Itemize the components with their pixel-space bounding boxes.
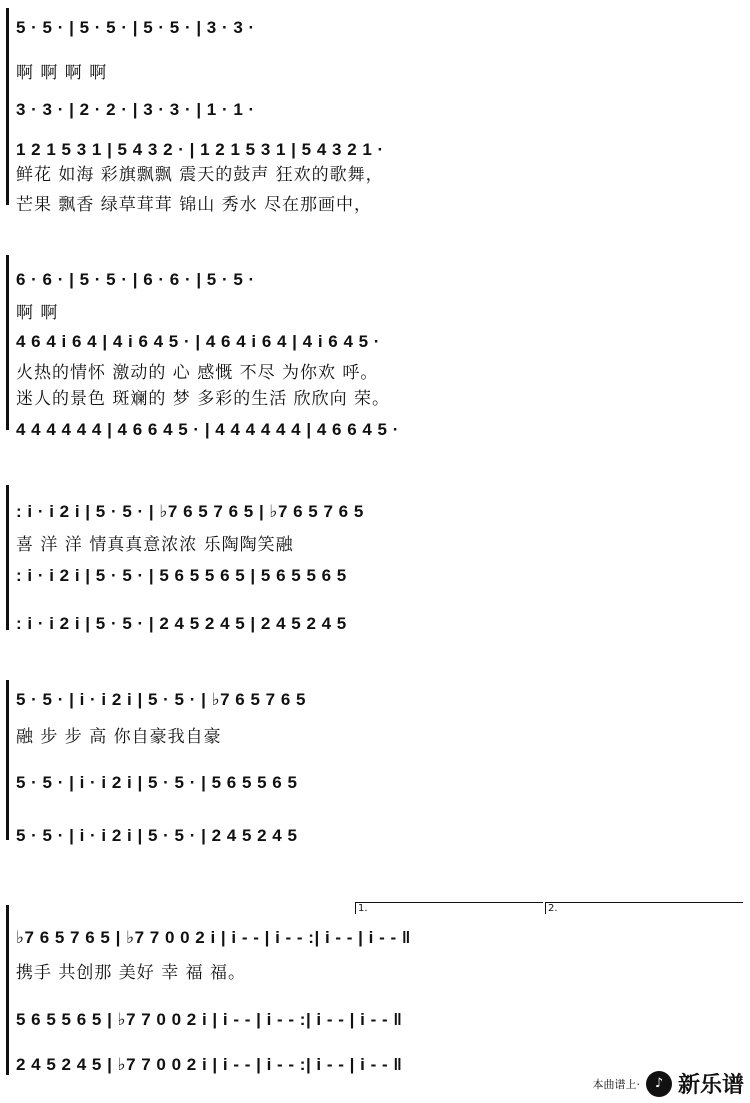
lyric-line: 融 步 步 高 你自豪我自豪 (16, 727, 222, 747)
notation-line: 4 4 4 4 4 4 | 4 6 6 4 5 · | 4 4 4 4 4 4 | 4 6 6 4 5 · (16, 420, 399, 439)
lyric-line: 喜 洋 洋 情真真意浓浓 乐陶陶笑融 (16, 535, 294, 555)
system-bracket (6, 8, 9, 205)
system-bracket (6, 905, 9, 1075)
notation-line: : i · i 2 i | 5 · 5 · | 2 4 5 2 4 5 | 2 4 5 2 4 5 (16, 614, 347, 633)
lyric-line: 啊 啊 啊 啊 (16, 63, 108, 83)
notation-line: ♭7 6 5 7 6 5 | ♭7 7 0 0 2 i | i - - | i - - :| i - - | i - - ‖ (16, 928, 411, 947)
notation-line: 5 · 5 · | i · i 2 i | 5 · 5 · | ♭7 6 5 7 6 5 (16, 690, 306, 709)
notation-line: 6 · 6 · | 5 · 5 · | 6 · 6 · | 5 · 5 · (16, 270, 255, 289)
lyric-line: 迷人的景色 斑斓的 梦 多彩的生活 欣欣向 荣。 (16, 389, 391, 409)
lyric-line: 鲜花 如海 彩旗飘飘 震天的鼓声 狂欢的歌舞， (16, 165, 384, 185)
notation-line: 5 6 5 5 6 5 | ♭7 7 0 0 2 i | i - - | i - - :| i - - | i - - ‖ (16, 1010, 403, 1029)
notation-line: 5 · 5 · | i · i 2 i | 5 · 5 · | 5 6 5 5 6 5 (16, 773, 298, 792)
volta-second: 2. (545, 902, 743, 914)
lyric-line: 啊 啊 (16, 303, 59, 323)
notation-line: 1 2 1 5 3 1 | 5 4 3 2 · | 1 2 1 5 3 1 | 5 4 3 2 1 · (16, 140, 384, 159)
notation-line: : i · i 2 i | 5 · 5 · | ♭7 6 5 7 6 5 | ♭7 6 5 7 6 5 (16, 502, 364, 521)
lyric-line: 携手 共创那 美好 幸 福 福。 (16, 963, 247, 983)
music-disc-icon: ♪ (646, 1071, 672, 1097)
notation-line: 2 4 5 2 4 5 | ♭7 7 0 0 2 i | i - - | i - - :| i - - | i - - ‖ (16, 1055, 403, 1074)
lyric-line: 火热的情怀 激动的 心 感慨 不尽 为你欢 呼。 (16, 363, 379, 383)
system-bracket (6, 485, 9, 630)
lyric-line: 芒果 飘香 绿草茸茸 锦山 秀水 尽在那画中， (16, 195, 373, 215)
notation-line: 5 · 5 · | i · i 2 i | 5 · 5 · | 2 4 5 2 4 5 (16, 826, 298, 845)
notation-line: 5 · 5 · | 5 · 5 · | 5 · 5 · | 3 · 3 · (16, 18, 255, 37)
system-bracket (6, 255, 9, 430)
notation-line: 4 6 4 i 6 4 | 4 i 6 4 5 · | 4 6 4 i 6 4 | 4 i 6 4 5 · (16, 332, 380, 351)
brand-name: 新乐谱 (677, 1073, 744, 1098)
notation-line: : i · i 2 i | 5 · 5 · | 5 6 5 5 6 5 | 5 6 5 5 6 5 (16, 566, 347, 585)
footer-note: 本曲谱上· (592, 1077, 640, 1091)
volta-first: 1. (355, 902, 543, 914)
brand-logo (592, 1068, 744, 1099)
notation-line: 3 · 3 · | 2 · 2 · | 3 · 3 · | 1 · 1 · (16, 100, 255, 119)
system-bracket (6, 680, 9, 840)
